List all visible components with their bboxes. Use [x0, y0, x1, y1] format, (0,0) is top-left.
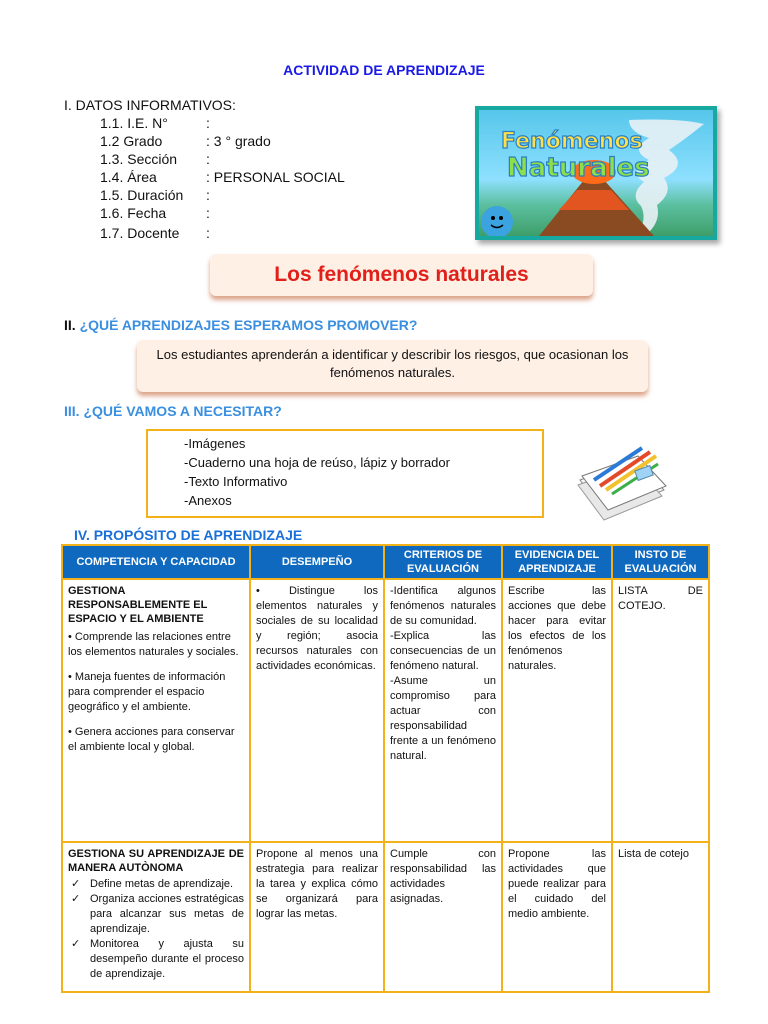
capacidad-item: [68, 937, 244, 982]
header-evidencia: EVIDENCIA DEL APRENDIZAJE: [502, 545, 612, 579]
section2-num: II.: [64, 317, 76, 333]
competencia-cell: [62, 842, 250, 992]
banner-line2: Naturales: [507, 153, 650, 183]
criterios-cell: [384, 579, 502, 842]
section1-heading: I. DATOS INFORMATIVOS:: [64, 97, 236, 113]
header-criterios: CRITERIOS DE EVALUACIÓN: [384, 545, 502, 579]
competencia-title: GESTIONA RESPONSABLEMENTE EL ESPACIO Y EL AMBIENTE: [68, 585, 208, 625]
competencia-title: GESTIONA SU APRENDIZAJE DE MANERA AUTÒNOMA: [68, 848, 244, 874]
notebook-pencils-icon: [572, 430, 668, 522]
info-label: 1.2 Grado: [100, 133, 163, 149]
material-item: -Cuaderno una hoja de reúso, lápiz y borrador: [184, 455, 450, 470]
info-label: 1.3. Sección: [100, 151, 178, 167]
info-row-duracion: [100, 187, 210, 203]
info-value: :: [206, 225, 210, 241]
info-row-docente: [100, 225, 210, 241]
evidencia-cell: Escribe las acciones que debe hacer para evitar los efectos de los fenómenos naturales.: [502, 579, 612, 842]
aprendizajes-line1: Los estudiantes aprenderán a identificar y describir los riesgos, que ocasionan los: [156, 347, 629, 362]
capacidad-text: Define metas de aprendizaje.: [90, 878, 234, 890]
material-item: -Imágenes: [184, 436, 246, 451]
section3-title: ¿QUÉ VAMOS A NECESITAR?: [83, 403, 282, 419]
info-row-seccion: [100, 151, 210, 167]
table-header-row: [62, 545, 709, 579]
capacidad-text: Monitorea y ajusta su desempeño durante el proceso de aprendizaje.: [90, 938, 244, 980]
criterio-item: -Asume un compromiso para actuar con responsabilidad frente a un fenómeno natural.: [390, 675, 496, 762]
info-label: 1.7. Docente: [100, 225, 180, 241]
material-item: -Texto Informativo: [184, 474, 288, 489]
main-title: Los fenómenos naturales: [210, 254, 593, 296]
desempeno-cell: Propone al menos una estrategia para realizar la tarea y explica cómo se organizará para lograr las metas.: [250, 842, 384, 992]
info-label: 1.1. I.E. N°: [100, 115, 168, 131]
capacidades-list: [68, 630, 244, 755]
info-value: :: [206, 151, 210, 167]
info-value: : 3 ° grado: [206, 133, 271, 149]
banner-line1: Fenómenos: [501, 129, 643, 154]
info-label: 1.4. Área: [100, 169, 157, 185]
criterio-item: -Identifica algunos fenómenos naturales de su comunidad.: [390, 585, 496, 627]
header-competencia: COMPETENCIA Y CAPACIDAD: [62, 545, 250, 579]
checkmark-icon: ✓: [71, 893, 81, 905]
info-row-area: [100, 169, 345, 185]
checkmark-icon: ✓: [71, 878, 81, 890]
capacidad-item: [68, 892, 244, 937]
evidencia-cell: Propone las actividades que puede realizar para el cuidado del medio ambiente.: [502, 842, 612, 992]
info-value: : PERSONAL SOCIAL: [206, 169, 345, 185]
capacidad-item: • Maneja fuentes de información para comprender el espacio geográfico y el ambiente.: [68, 671, 226, 713]
capacidad-text: Organiza acciones estratégicas para alcanzar sus metas de aprendizaje.: [90, 893, 244, 935]
info-row-ie: [100, 115, 210, 131]
capacidades-list: [68, 877, 244, 982]
section3-num: III.: [64, 403, 80, 419]
proposito-table: [61, 544, 710, 993]
fenomenos-naturales-banner: [475, 106, 717, 240]
capacidad-item: • Comprende las relaciones entre los elementos naturales y sociales.: [68, 631, 239, 658]
section2-title: ¿QUÉ APRENDIZAJES ESPERAMOS PROMOVER?: [79, 317, 418, 333]
criterios-cell: Cumple con responsabilidad las actividades asignadas.: [384, 842, 502, 992]
table-row: [62, 579, 709, 842]
info-row-grado: [100, 133, 271, 149]
info-value: :: [206, 205, 210, 221]
competencia-cell: [62, 579, 250, 842]
info-value: :: [206, 187, 210, 203]
checkmark-icon: ✓: [71, 938, 81, 950]
instrumento-cell: Lista de cotejo: [612, 842, 709, 992]
criterio-item: -Explica las consecuencias de un fenómeno natural.: [390, 630, 496, 672]
material-item: -Anexos: [184, 493, 232, 508]
table-row: [62, 842, 709, 992]
info-row-fecha: [100, 205, 210, 221]
capacidad-item: • Genera acciones para conservar el ambiente local y global.: [68, 726, 235, 753]
info-value: :: [206, 115, 210, 131]
section4-heading: IV. PROPÓSITO DE APRENDIZAJE: [74, 527, 303, 543]
instrumento-cell: LISTA DE COTEJO.: [612, 579, 709, 842]
aprendizajes-box: [137, 340, 648, 392]
materials-box: [146, 429, 544, 518]
capacidad-item: [68, 877, 244, 892]
info-label: 1.6. Fecha: [100, 205, 167, 221]
section2-heading: [64, 317, 417, 333]
header-desempeno: DESEMPEÑO: [250, 545, 384, 579]
document-title: ACTIVIDAD DE APRENDIZAJE: [283, 62, 485, 78]
header-instrumento: INSTO DE EVALUACIÓN: [612, 545, 709, 579]
desempeno-cell: • Distingue los elementos naturales y sociales de su localidad y región; asocia recursos naturales con actividades económicas.: [250, 579, 384, 842]
section3-heading: [64, 403, 282, 419]
tornado-volcano-illustration-icon: [479, 110, 713, 236]
aprendizajes-line2: fenómenos naturales.: [329, 365, 456, 380]
info-label: 1.5. Duración: [100, 187, 184, 203]
